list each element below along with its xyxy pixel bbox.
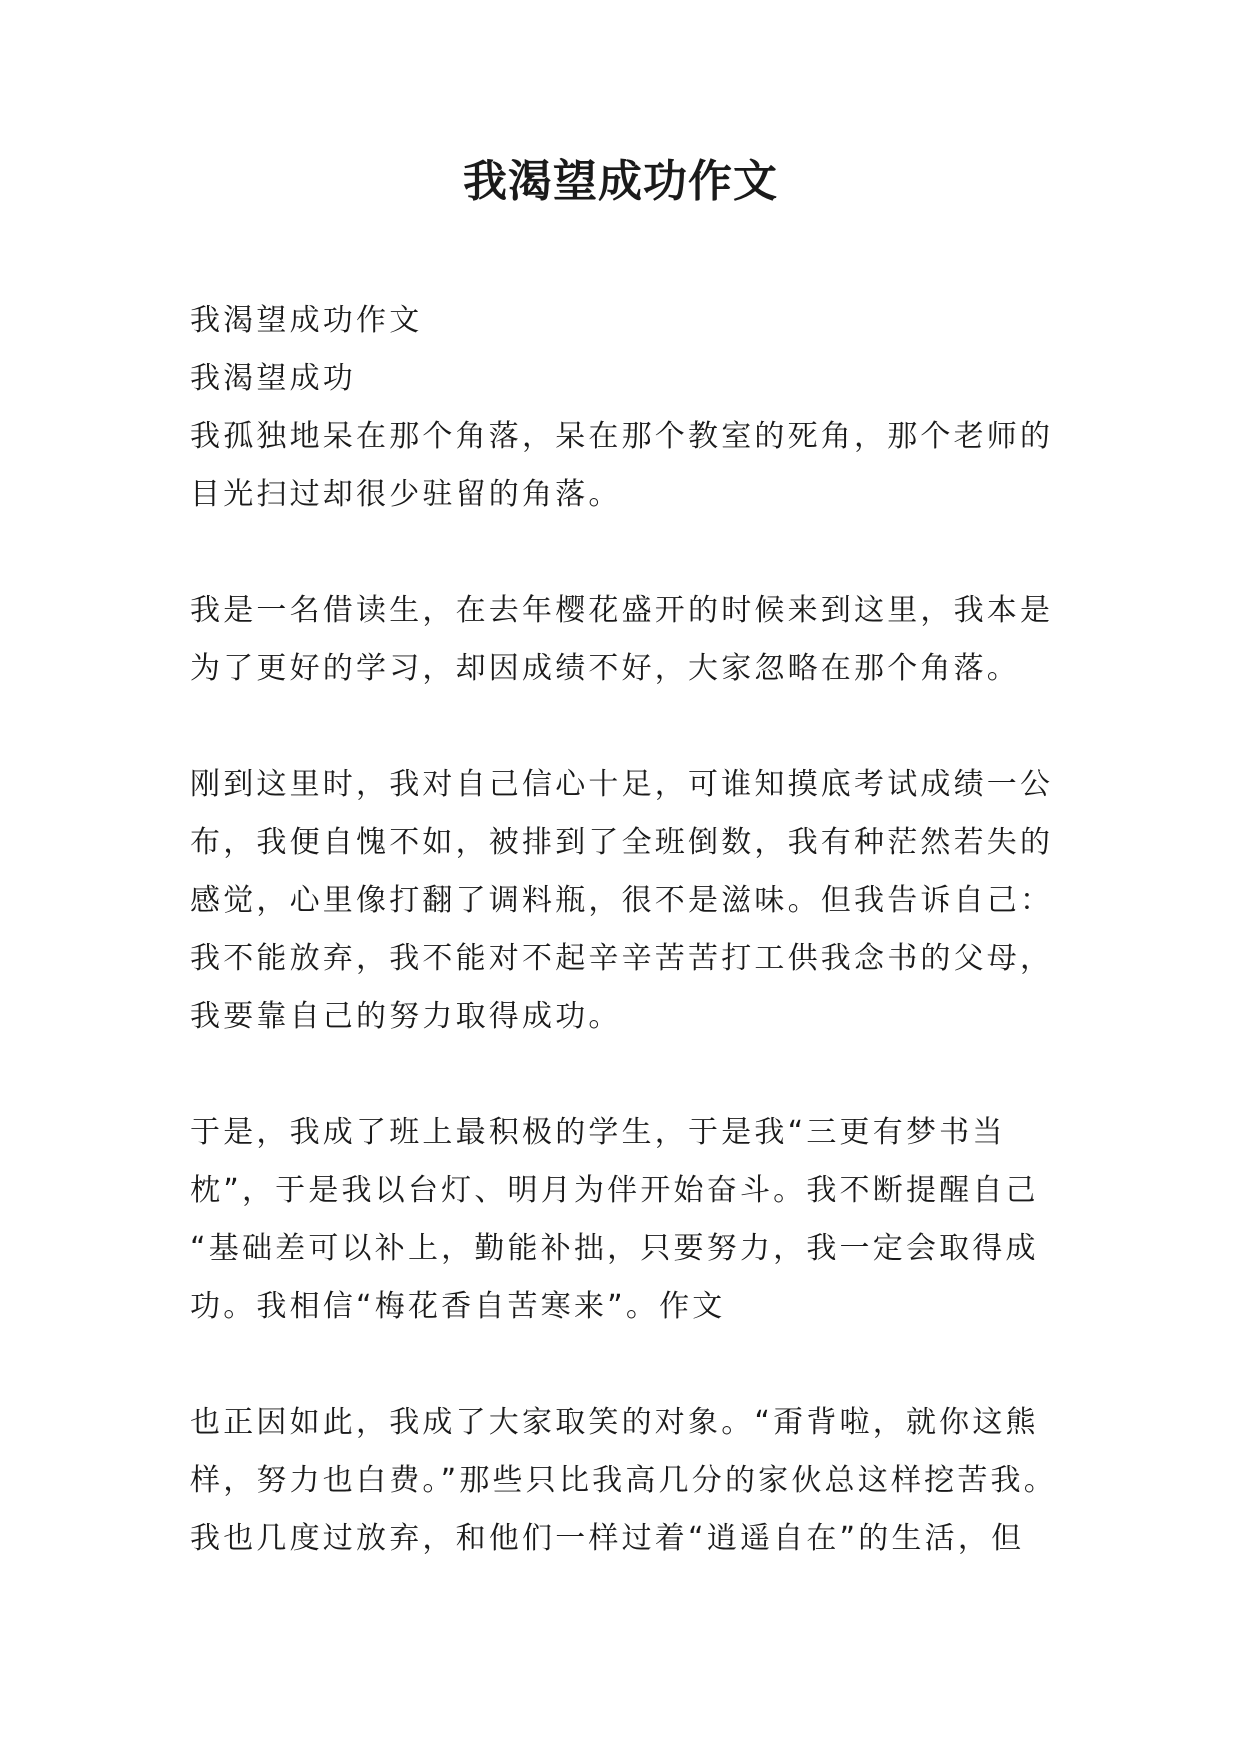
body-line: 感觉，心里像打翻了调料瓶，很不是滋味。但我告诉自己： [190, 883, 1054, 918]
body-line: 布，我便自愧不如，被排到了全班倒数，我有种茫然若失的 [190, 825, 1054, 860]
paragraph-gap [190, 1046, 1070, 1104]
body-line: 我孤独地呆在那个角落，呆在那个教室的死角，那个老师的 [190, 419, 1054, 454]
body-line: 我渴望成功 [190, 361, 356, 396]
body-line: 我也几度过放弃，和他们一样过着“逍遥自在”的生活，但 [190, 1521, 1025, 1556]
body-line: “基础差可以补上，勤能补拙，只要努力，我一定会取得成 [190, 1231, 1039, 1266]
body-line: 我是一名借读生，在去年樱花盛开的时候来到这里，我本是 [190, 593, 1054, 628]
paragraph-gap [190, 524, 1070, 582]
body-line: 目光扫过却很少驻留的角落。 [190, 477, 622, 512]
body-line: 我要靠自己的努力取得成功。 [190, 999, 622, 1034]
body-line: 样，努力也白费。”那些只比我高几分的家伙总这样挖苦我。 [190, 1463, 1057, 1498]
body-line: 我渴望成功作文 [190, 303, 423, 338]
body-line: 为了更好的学习，却因成绩不好，大家忽略在那个角落。 [190, 651, 1020, 686]
body-line: 功。我相信“梅花香自苦寒来”。作文 [190, 1289, 726, 1324]
body-line: 刚到这里时，我对自己信心十足，可谁知摸底考试成绩一公 [190, 767, 1054, 802]
paragraph-gap [190, 698, 1070, 756]
document-body [190, 292, 1070, 1568]
body-line: 枕”，于是我以台灯、明月为伴开始奋斗。我不断提醒自己 [190, 1173, 1039, 1208]
document-title: 我渴望成功作文 [463, 156, 778, 207]
paragraph-gap [190, 1336, 1070, 1394]
body-line: 我不能放弃，我不能对不起辛辛苦苦打工供我念书的父母， [190, 941, 1054, 976]
body-line: 也正因如此，我成了大家取笑的对象。“甭背啦，就你这熊 [190, 1405, 1039, 1440]
body-line: 于是，我成了班上最积极的学生，于是我“三更有梦书当 [190, 1115, 1006, 1150]
